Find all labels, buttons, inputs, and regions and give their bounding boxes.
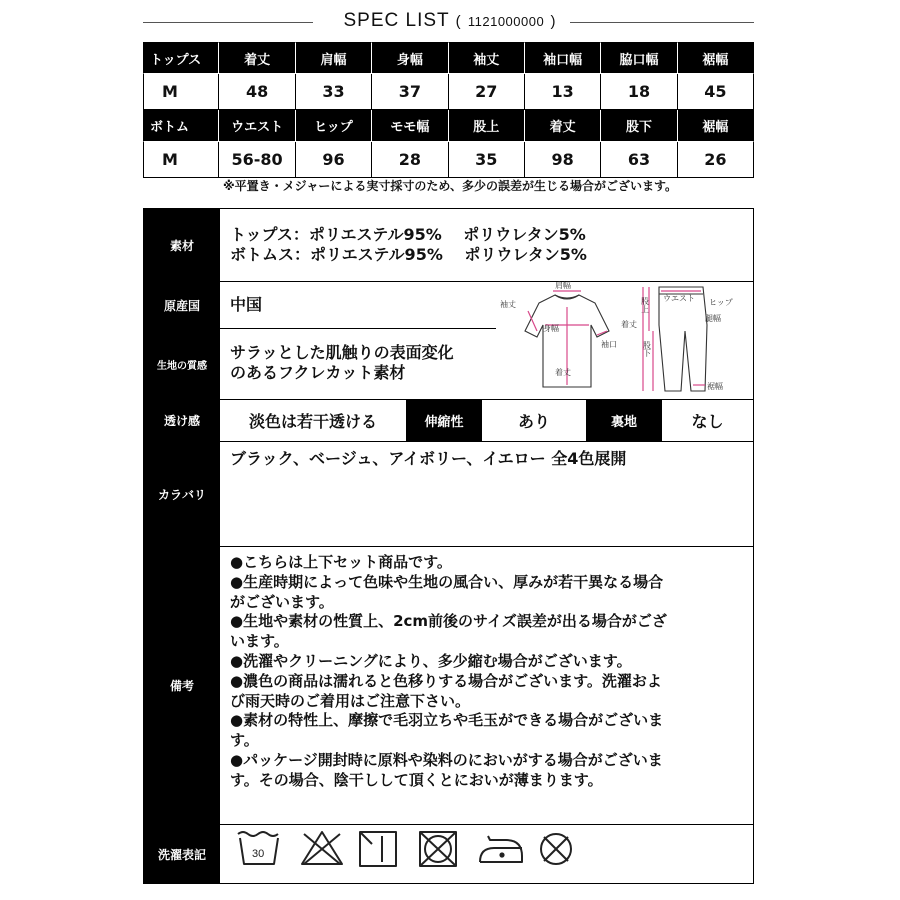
spec-header-cell: 股上 bbox=[449, 110, 525, 142]
label-momo: 腿幅 bbox=[705, 314, 721, 323]
spec-header-cell: トップス bbox=[143, 42, 219, 74]
remarks-list bbox=[230, 553, 750, 791]
material-line-2: ボトムス：ポリエステル95% ポリウレタン5% bbox=[230, 245, 587, 264]
label-pants-kitake: 着丈 bbox=[621, 320, 637, 329]
spec-value-cell: 28 bbox=[372, 142, 448, 178]
spec-header-cell: 身幅 bbox=[372, 42, 448, 74]
colors-value: ブラック、ベージュ、アイボリー、イエロー 全4色展開 bbox=[230, 449, 627, 468]
spec-value-cell: M bbox=[143, 74, 219, 110]
spec-value-cell: 13 bbox=[525, 74, 601, 110]
label-jouge: 股上 bbox=[640, 297, 650, 313]
bottoms-header-row bbox=[143, 110, 754, 142]
material-label: 素材 bbox=[144, 209, 220, 281]
label-kata: 肩幅 bbox=[555, 281, 571, 290]
remark-item: ●素材の特性上、摩擦で毛羽立ちや毛玉ができる場合がございま す。 bbox=[230, 711, 664, 750]
sheer-label: 透け感 bbox=[144, 400, 220, 441]
remark-item: ●生地や素材の性質上、2cm前後のサイズ誤差が出る場合がござ います。 bbox=[230, 612, 667, 651]
product-code: 1121000000 bbox=[467, 14, 545, 29]
measurement-note: ※平置き・メジャーによる実寸採寸のため、多少の誤差が生じる場合がございます。 bbox=[223, 179, 677, 193]
origin-value: 中国 bbox=[230, 295, 263, 314]
wash-temp-label: 30 bbox=[252, 848, 265, 860]
spec-header-cell: 脇口幅 bbox=[601, 42, 677, 74]
spec-value-cell: 26 bbox=[678, 142, 754, 178]
title-paren-close: ) bbox=[550, 13, 557, 30]
line-dry-shade-icon bbox=[360, 832, 396, 866]
spec-value-cell: 98 bbox=[525, 142, 601, 178]
tops-values-row bbox=[143, 74, 754, 110]
spec-table bbox=[143, 42, 754, 178]
label-sode: 袖丈 bbox=[500, 300, 516, 309]
origin-row bbox=[144, 282, 496, 329]
label-sodeguchi: 袖口 bbox=[601, 340, 617, 349]
label-mata: 股下 bbox=[642, 341, 652, 357]
spec-value-cell: 37 bbox=[372, 74, 448, 110]
spec-value-cell: 33 bbox=[296, 74, 372, 110]
spec-header-cell: モモ幅 bbox=[372, 110, 448, 142]
tops-header-row bbox=[143, 42, 754, 74]
label-suso: 裾幅 bbox=[707, 382, 723, 391]
spec-value-cell: 48 bbox=[219, 74, 295, 110]
care-label: 洗濯表記 bbox=[144, 825, 220, 883]
spec-header-cell: ウエスト bbox=[219, 110, 295, 142]
texture-line-1: サラッとした肌触りの表面変化 bbox=[230, 343, 454, 362]
spec-value-cell: 63 bbox=[601, 142, 677, 178]
spec-value-cell: 27 bbox=[449, 74, 525, 110]
origin-label: 原産国 bbox=[144, 282, 220, 328]
colors-label: カラバリ bbox=[144, 442, 220, 546]
title-text: SPEC LIST bbox=[343, 10, 450, 31]
remark-item: ●洗濯やクリーニングにより、多少縮む場合がございます。 bbox=[230, 651, 632, 670]
spec-header-cell: 裾幅 bbox=[678, 42, 754, 74]
garment-diagram bbox=[497, 281, 755, 399]
spec-header-cell: 着丈 bbox=[525, 110, 601, 142]
sheer-row bbox=[144, 400, 753, 442]
stretch-value: あり bbox=[517, 412, 550, 431]
care-symbols bbox=[232, 826, 592, 874]
spec-header-cell: ボトム bbox=[143, 110, 219, 142]
spec-value-cell: 45 bbox=[678, 74, 754, 110]
texture-line-2: のあるフクレカット素材 bbox=[230, 363, 406, 382]
label-mi: 身幅 bbox=[543, 324, 559, 333]
remark-item: ●こちらは上下セット商品です。 bbox=[230, 553, 452, 571]
remarks-row bbox=[144, 547, 753, 825]
spec-header-cell: 袖丈 bbox=[449, 42, 525, 74]
spec-header-cell: ヒップ bbox=[296, 110, 372, 142]
texture-label: 生地の質感 bbox=[144, 329, 220, 399]
label-kitake: 着丈 bbox=[555, 368, 571, 377]
spec-header-cell: 裾幅 bbox=[678, 110, 754, 142]
iron-low-icon bbox=[480, 836, 522, 862]
spec-value-cell: 18 bbox=[601, 74, 677, 110]
colors-row bbox=[144, 442, 753, 547]
title-paren-open: ( bbox=[455, 13, 462, 30]
remark-item: ●濃色の商品は濡れると色移りする場合がございます。洗濯およ び雨天時のご着用はご注意下さい。 bbox=[230, 671, 662, 710]
spec-header-cell: 着丈 bbox=[219, 42, 295, 74]
remark-item: ●生産時期によって色味や生地の風合い、厚みが若干異なる場合 がございます。 bbox=[230, 572, 664, 611]
lining-label: 裏地 bbox=[586, 400, 662, 441]
spec-header-cell: 股下 bbox=[601, 110, 677, 142]
label-waist: ウエスト bbox=[663, 294, 695, 303]
spec-value-cell: 96 bbox=[296, 142, 372, 178]
spec-value-cell: 35 bbox=[449, 142, 525, 178]
stretch-label: 伸縮性 bbox=[406, 400, 482, 441]
spec-value-cell: 56-80 bbox=[219, 142, 295, 178]
remark-item: ●パッケージ開封時に原料や染料のにおいがする場合がございま す。その場合、陰干しして頂くとにおいが薄まります。 bbox=[230, 750, 663, 789]
spec-header-cell: 袖口幅 bbox=[525, 42, 601, 74]
bottoms-values-row bbox=[143, 142, 754, 178]
page-title bbox=[0, 10, 900, 32]
lining-value: なし bbox=[691, 412, 724, 431]
texture-row bbox=[144, 329, 496, 400]
material-row bbox=[144, 209, 753, 282]
remarks-label: 備考 bbox=[144, 547, 220, 824]
no-tumble-dry-icon bbox=[420, 832, 456, 866]
label-hip: ヒップ bbox=[709, 298, 733, 307]
material-line-1: トップス：ポリエステル95% ポリウレタン5% bbox=[230, 225, 586, 244]
no-bleach-icon bbox=[302, 832, 342, 864]
no-dry-clean-icon bbox=[541, 834, 571, 864]
spec-value-cell: M bbox=[143, 142, 219, 178]
sheer-value: 淡色は若干透ける bbox=[248, 412, 377, 431]
spec-header-cell: 肩幅 bbox=[296, 42, 372, 74]
